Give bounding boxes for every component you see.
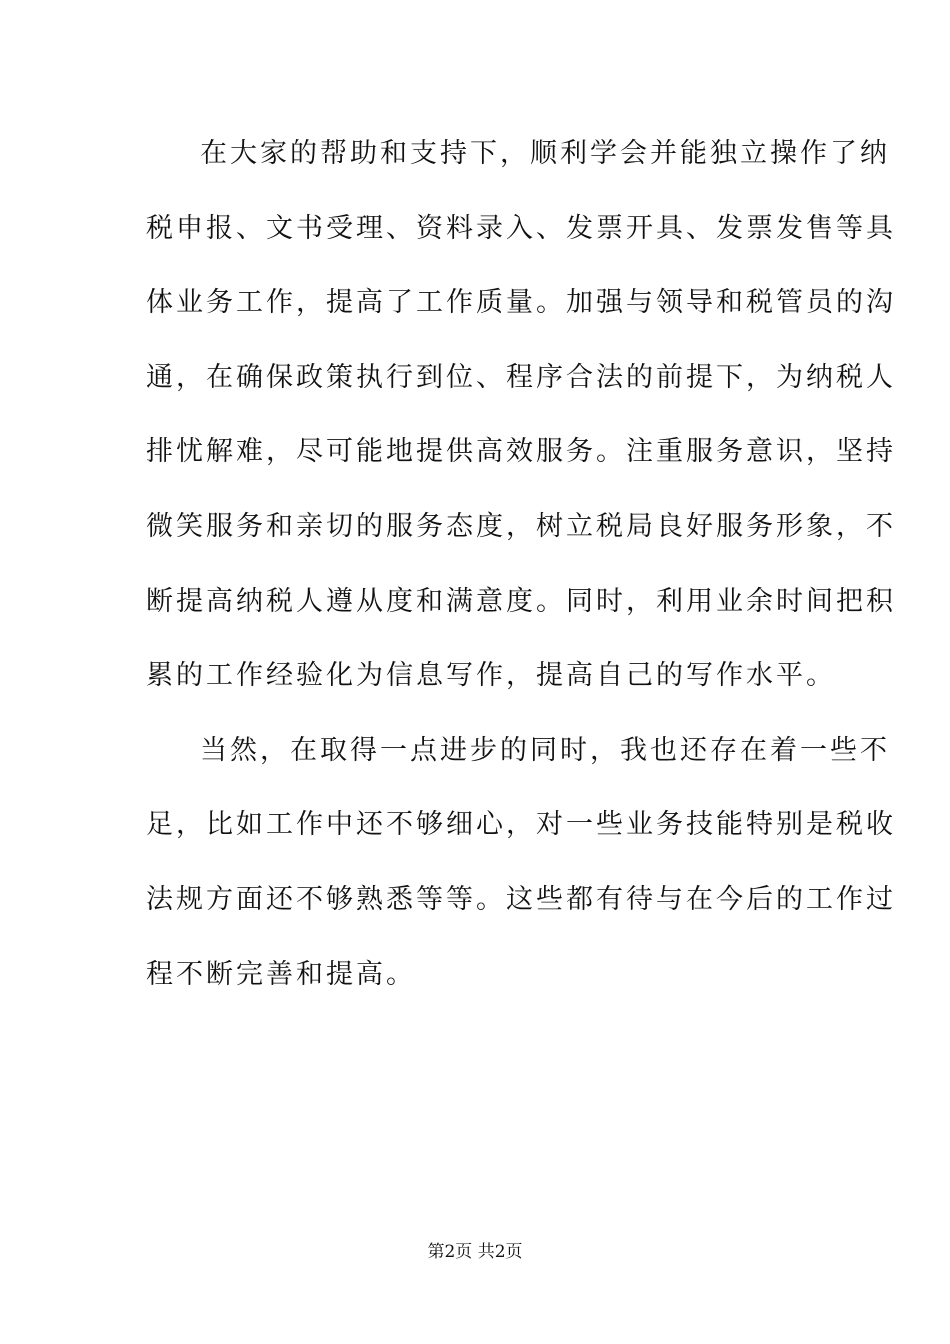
text-line: 通，在确保政策执行到位、程序合法的前提下，为纳税人 [146,361,896,393]
text-line: 法规方面还不够熟悉等等。这些都有待与在今后的工作过 [146,883,896,915]
text-line: 在大家的帮助和支持下，顺利学会并能独立操作了纳 [200,138,890,169]
document-body [146,127,896,1022]
text-line: 体业务工作，提高了工作质量。加强与领导和税管员的沟 [146,287,896,319]
text-line: 累的工作经验化为信息写作，提高自己的写作水平。 [146,660,836,692]
text-line: 当然，在取得一点进步的同时，我也还存在着一些不 [200,734,890,766]
text-line: 微笑服务和亲切的服务态度，树立税局良好服务形象，不 [146,510,896,542]
text-line: 足，比如工作中还不够细心，对一些业务技能特别是税收 [146,809,896,841]
text-line: 税申报、文书受理、资料录入、发票开具、发票发售等具 [146,212,896,244]
page-number-footer: 第2页 共2页 [427,1242,523,1262]
text-line: 断提高纳税人遵从度和满意度。同时，利用业余时间把积 [146,585,896,617]
text-line: 程不断完善和提高。 [146,958,416,990]
text-line: 排忧解难，尽可能地提供高效服务。注重服务意识，坚持 [146,436,896,468]
